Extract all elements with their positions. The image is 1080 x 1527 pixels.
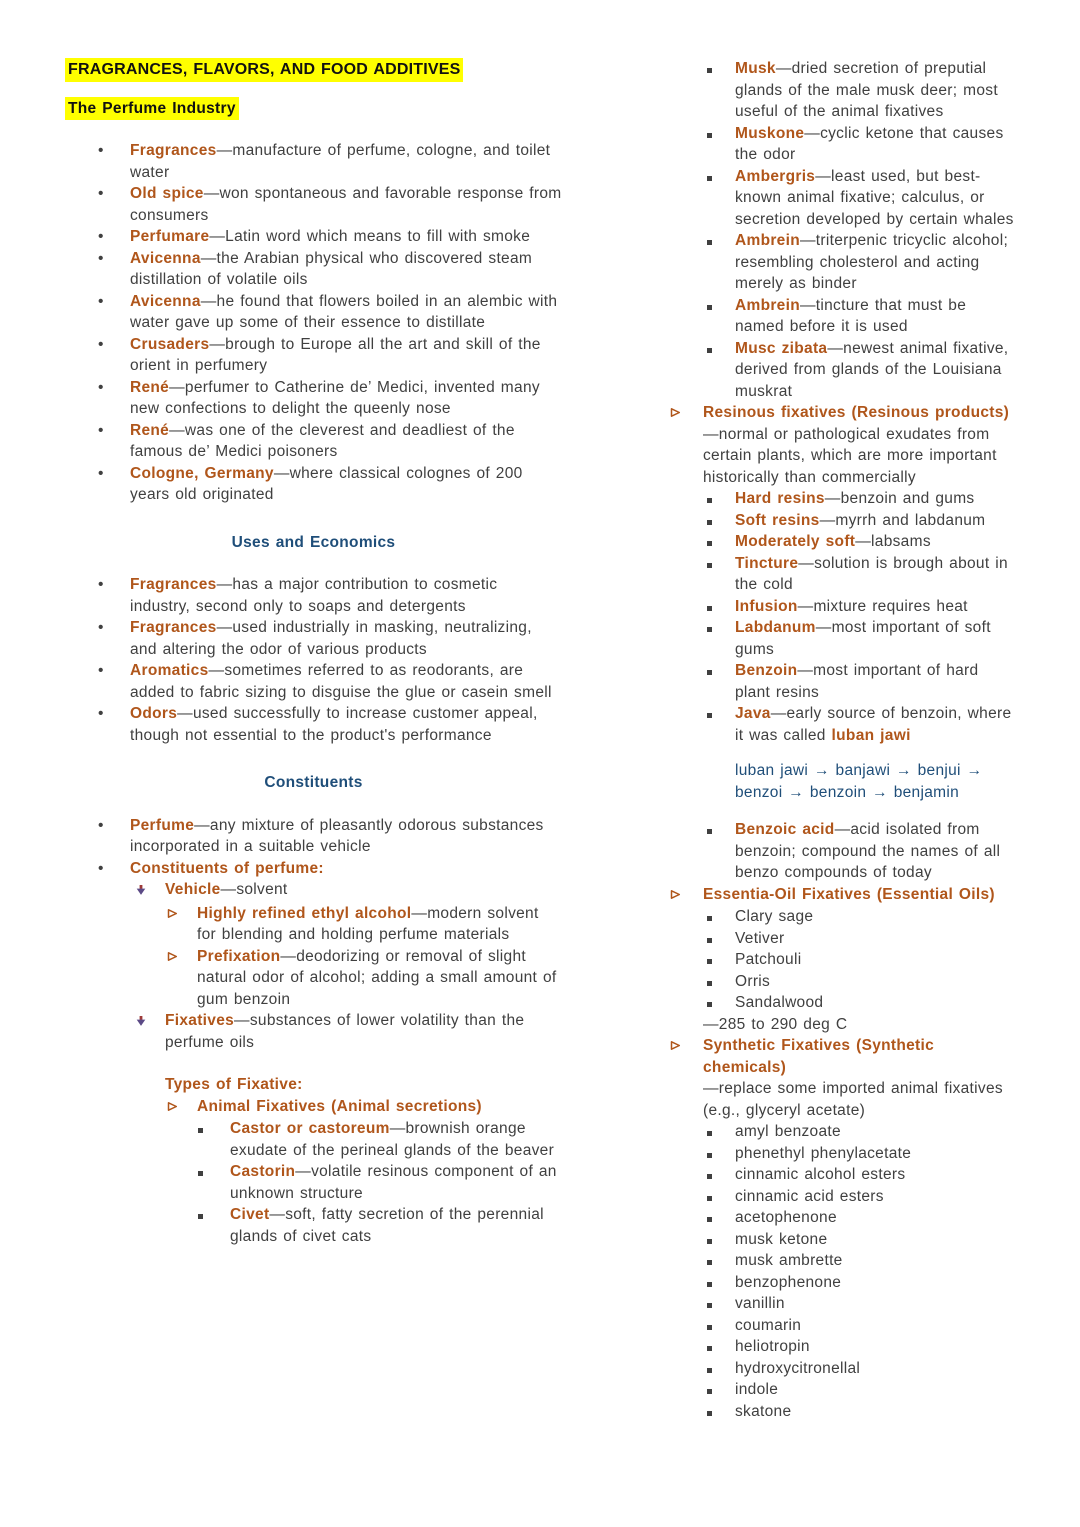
list-item: [65, 858, 562, 880]
bullet-dot-icon: •: [98, 662, 104, 679]
essential-oil-fixatives-item: [670, 884, 1017, 907]
list-item: [65, 660, 562, 703]
definition-text: —dried secretion of preputial glands of the male musk deer; most useful of the animal fixatives: [735, 60, 998, 120]
definition-text: —deodorizing or removal of slight natural odor of alcohol; adding a small amount of gum benzoin: [197, 947, 557, 1008]
definition-text: —has a major contribution to cosmetic industry, second only to soaps and detergents: [130, 576, 498, 615]
square-bullet-icon: [707, 660, 735, 682]
term-text: Muskone: [735, 124, 805, 142]
list-item: [65, 815, 562, 858]
section-subtitle: [65, 97, 562, 121]
list-item: [65, 140, 562, 183]
list-item-text: [130, 377, 562, 420]
bullet-dot-icon: •: [98, 859, 104, 877]
arrow-bullet-icon: [167, 1096, 197, 1119]
square-bullet-icon: [707, 230, 735, 252]
clover-bullet-icon: [135, 879, 165, 903]
list-item-text: [735, 488, 1017, 510]
list-item: [65, 703, 562, 746]
animal-fixatives-heading: Animal Fixatives (Animal secretions): [197, 1097, 482, 1115]
bullet-dot-icon: •: [98, 142, 104, 159]
square-bullet-icon: [707, 1401, 735, 1423]
list-item-text: [735, 553, 1017, 596]
arrow-bullet-icon: [670, 402, 703, 425]
intro-list: [65, 140, 562, 506]
term-text: Crusaders: [130, 335, 210, 353]
square-bullet-icon: [707, 1336, 735, 1358]
list-item: [670, 1121, 1017, 1143]
bullet-dot-icon: •: [98, 421, 104, 439]
arrow-bullet-icon: [670, 1035, 703, 1058]
list-item-text: acetophenone: [735, 1209, 837, 1226]
definition-text: —tincture that must be named before it is used: [735, 296, 967, 335]
square-bullet-icon: [707, 1143, 735, 1165]
list-item: [670, 166, 1017, 231]
definition-text: —used successfully to increase customer appeal, though not essential to the product's performance: [130, 705, 538, 744]
list-item-text: [130, 334, 562, 377]
bullet-dot-icon: •: [98, 619, 104, 636]
synthetic-fixatives-item: [670, 1035, 1017, 1121]
list-item-text: [735, 617, 1017, 660]
list-item: [65, 377, 562, 420]
definition-text: —triterpenic tricyclic alcohol; resembling cholesterol and acting merely as binder: [735, 232, 1009, 292]
term-text: Ambrein: [735, 232, 800, 249]
term-text: René: [130, 378, 170, 396]
list-item-text: phenethyl phenylacetate: [735, 1144, 912, 1162]
list-item: [670, 949, 1017, 971]
list-item-text: [197, 903, 562, 946]
list-item-text: hydroxycitronellal: [735, 1359, 861, 1377]
list-item: [65, 463, 562, 506]
square-bullet-icon: [707, 123, 735, 145]
list-item: [670, 1164, 1017, 1186]
definition-text: —early source of benzoin, where it was called: [735, 705, 1012, 744]
square-bullet-icon: [707, 1315, 735, 1337]
list-item-text: [735, 166, 1017, 231]
definition-text: —the Arabian physical who discovered steam distillation of volatile oils: [130, 249, 533, 288]
list-item: [65, 420, 562, 463]
term-text: Benzoic acid: [735, 821, 835, 838]
definition-text: —most important of soft gums: [735, 619, 991, 658]
square-bullet-icon: [707, 1229, 735, 1251]
definition-text: —perfumer to Catherine de’ Medici, invented many new confections to delight the queenly nose: [130, 378, 540, 417]
definition-text: —cyclic ketone that causes the odor: [735, 124, 1004, 163]
list-item: [670, 1293, 1017, 1315]
definition-text: —soft, fatty secretion of the perennial glands of civet cats: [230, 1206, 544, 1245]
list-item: [65, 1161, 562, 1204]
list-item: [670, 510, 1017, 532]
definition-text: —most important of hard plant resins: [735, 662, 979, 701]
list-item: [670, 1229, 1017, 1251]
list-item-text: Patchouli: [735, 951, 802, 968]
list-item: [670, 660, 1017, 703]
term-text: Soft resins: [735, 511, 820, 529]
bullet-dot-icon: •: [98, 249, 104, 267]
list-item: [670, 928, 1017, 950]
term-text: Highly refined ethyl alcohol: [197, 904, 412, 922]
definition-text: —volatile resinous component of an unknown structure: [230, 1163, 557, 1202]
bullet-dot-icon: •: [98, 576, 104, 593]
list-item: [670, 338, 1017, 403]
list-item: [670, 295, 1017, 338]
square-bullet-icon: [707, 338, 735, 360]
list-item-text: [230, 1118, 562, 1161]
term-text: Constituents of perfume:: [130, 859, 324, 877]
square-bullet-icon: [707, 596, 735, 618]
list-item-text: [130, 660, 562, 703]
term-text: René: [130, 421, 170, 439]
list-item-text: benzophenone: [735, 1273, 842, 1291]
list-item: [670, 1379, 1017, 1401]
document-title-text: FRAGRANCES, FLAVORS, AND FOOD ADDITIVES: [65, 58, 463, 82]
list-item: [670, 1250, 1017, 1272]
list-item-text: musk ketone: [735, 1230, 828, 1248]
list-item: [65, 226, 562, 248]
square-bullet-icon: [707, 510, 735, 532]
list-item-text: [735, 596, 1017, 618]
square-bullet-icon: [707, 819, 735, 841]
term-text: Perfume: [130, 816, 195, 834]
list-item: [670, 596, 1017, 618]
list-item-text: [735, 703, 1017, 746]
list-item: [670, 488, 1017, 510]
term-text: Moderately soft: [735, 533, 856, 550]
definition-text: —modern solvent for blending and holding perfume materials: [197, 904, 539, 943]
definition-text: —won spontaneous and favorable response from consumers: [130, 185, 562, 224]
term-text: Musc zibata: [735, 339, 828, 357]
essential-oil-fixatives-heading: Essentia-Oil Fixatives (Essential Oils): [703, 885, 995, 903]
list-item: [670, 906, 1017, 928]
definition-text: —solution is brough about in the cold: [735, 554, 1008, 593]
list-item: [65, 291, 562, 334]
list-item: [65, 1096, 562, 1119]
list-item-text: [130, 248, 562, 291]
square-bullet-icon: [707, 1121, 735, 1143]
list-item: [670, 553, 1017, 596]
square-bullet-icon: [707, 949, 735, 971]
arrow-bullet-icon: [670, 884, 703, 907]
definition-text: —used industrially in masking, neutralizing, and altering the odor of various products: [130, 619, 532, 658]
term-text: Old spice: [130, 185, 204, 202]
term-text: Fixatives: [165, 1012, 235, 1029]
definition-text: —normal or pathological exudates from certain plants, which are more important historically than commercially: [703, 425, 997, 486]
list-item-text: cinnamic alcohol esters: [735, 1166, 906, 1183]
synthetic-fixatives-heading: Synthetic Fixatives (Synthetic chemicals): [703, 1037, 935, 1076]
list-item: [670, 1336, 1017, 1358]
list-item-text: [735, 819, 1017, 884]
bullet-dot-icon: •: [98, 464, 104, 482]
list-item: [670, 1207, 1017, 1229]
square-bullet-icon: [707, 1293, 735, 1315]
bullet-dot-icon: •: [98, 705, 104, 722]
definition-text: —brough to Europe all the art and skill of the orient in perfumery: [130, 335, 541, 374]
definition-text: —myrrh and labdanum: [819, 511, 986, 529]
definition-text: —newest animal fixative, derived from glands of the Louisiana muskrat: [735, 339, 1009, 400]
definition-text: —brownish orange exudate of the perineal glands of the beaver: [230, 1120, 555, 1159]
square-bullet-icon: [198, 1204, 230, 1226]
term-text: Perfumare: [130, 228, 210, 245]
definition-text: —least used, but best-known animal fixative; calculus, or secretion developed by certain whales: [735, 167, 1014, 228]
right-column: [670, 0, 1017, 1422]
list-item-text: [130, 463, 562, 506]
bullet-dot-icon: •: [98, 816, 104, 834]
list-item-text: [130, 574, 562, 617]
list-item: [65, 617, 562, 660]
list-item-text: [735, 338, 1017, 403]
list-item: [65, 903, 562, 946]
term-text: Castorin: [230, 1163, 296, 1180]
square-bullet-icon: [707, 295, 735, 317]
list-item: [670, 1272, 1017, 1294]
list-item-text: [130, 291, 562, 334]
list-item-text: [130, 140, 562, 183]
document-title: [65, 58, 562, 82]
bullet-dot-icon: •: [98, 378, 104, 396]
term-text: Vehicle: [165, 881, 221, 898]
list-item-text: Vetiver: [735, 929, 785, 947]
clover-bullet-icon: [135, 1010, 165, 1034]
term-text: Ambergris: [735, 167, 816, 185]
list-item-text: [735, 123, 1017, 166]
list-item-text: [230, 1204, 562, 1247]
list-item: [65, 879, 562, 903]
definition-text: —benzoin and gums: [824, 490, 975, 507]
square-bullet-icon: [707, 1186, 735, 1208]
bullet-dot-icon: •: [98, 335, 104, 353]
term-text: Musk: [735, 60, 776, 77]
definition-text: —substances of lower volatility than the perfume oils: [165, 1012, 525, 1051]
list-item-text: musk ambrette: [735, 1252, 843, 1269]
left-column: [65, 0, 562, 1247]
definition-text: —acid isolated from benzoin; compound the names of all benzo compounds of today: [735, 821, 1001, 881]
definition-text: —was one of the cleverest and deadliest of the famous de’ Medici poisoners: [130, 421, 515, 460]
list-item: [670, 1315, 1017, 1337]
section-heading-constituents: Constituents: [264, 774, 363, 791]
arrow-bullet-icon: [167, 903, 197, 926]
square-bullet-icon: [707, 1358, 735, 1380]
term-text: Labdanum: [735, 619, 816, 636]
list-item: [670, 58, 1017, 123]
square-bullet-icon: [707, 1164, 735, 1186]
name-evolution-text: luban jawi → banjawi → benjui → benzoi → benzoin → benjamin: [735, 762, 983, 801]
definition-text: —mixture requires heat: [797, 597, 968, 615]
list-item-text: [735, 660, 1017, 703]
list-item-text: [165, 879, 562, 901]
list-item-text: [130, 703, 562, 746]
definition-text: —Latin word which means to fill with smoke: [209, 228, 531, 245]
list-item: [670, 992, 1017, 1014]
list-item-text: Sandalwood: [735, 994, 824, 1011]
list-item: [65, 1010, 562, 1053]
list-item: [670, 531, 1017, 553]
square-bullet-icon: [707, 553, 735, 575]
definition-text: —replace some imported animal fixatives (e.g., glyceryl acetate): [703, 1080, 1003, 1119]
list-item-text: cinnamic acid esters: [735, 1187, 884, 1205]
list-item: [65, 1118, 562, 1161]
term-text: Prefixation: [197, 947, 281, 965]
list-item-text: skatone: [735, 1402, 792, 1420]
term-text: Tincture: [735, 554, 799, 572]
list-item: [65, 334, 562, 377]
arrow-bullet-icon: [167, 946, 197, 969]
list-item: [670, 617, 1017, 660]
list-item-text: [703, 1035, 1017, 1121]
term-text: Infusion: [735, 597, 798, 615]
square-bullet-icon: [707, 488, 735, 510]
list-item: [65, 1204, 562, 1247]
list-item-text: [130, 420, 562, 463]
list-item: [670, 703, 1017, 746]
term-text: Avicenna: [130, 249, 201, 267]
term-tail-text: luban jawi: [831, 726, 911, 744]
list-item: [65, 946, 562, 1011]
term-text: Fragrances: [130, 619, 217, 636]
bullet-dot-icon: •: [98, 292, 104, 310]
list-item-text: [735, 295, 1017, 338]
list-item-text: heliotropin: [735, 1338, 810, 1355]
term-text: Odors: [130, 705, 178, 722]
uses-list: [65, 574, 562, 746]
bullet-dot-icon: •: [98, 228, 104, 245]
term-text: Aromatics: [130, 662, 209, 679]
list-item-text: [197, 946, 562, 1011]
term-text: Fragrances: [130, 576, 217, 593]
list-item: [670, 819, 1017, 884]
types-of-fixative-heading: Types of Fixative:: [165, 1076, 303, 1093]
square-bullet-icon: [707, 58, 735, 80]
list-item-text: coumarin: [735, 1316, 802, 1334]
definition-text: —sometimes referred to as reodorants, are added to fabric sizing to disguise the glue or casein smell: [130, 662, 552, 701]
square-bullet-icon: [707, 166, 735, 188]
list-item-text: amyl benzoate: [735, 1123, 841, 1140]
term-text: Hard resins: [735, 490, 825, 507]
list-item-text: [130, 815, 562, 858]
square-bullet-icon: [707, 1272, 735, 1294]
list-item-text: [735, 510, 1017, 532]
list-item: [670, 971, 1017, 993]
list-item-text: [735, 58, 1017, 123]
list-item: [670, 1186, 1017, 1208]
list-item-text: indole: [735, 1381, 779, 1398]
list-item: [65, 183, 562, 226]
resinous-fixatives-item: [670, 402, 1017, 488]
square-bullet-icon: [707, 1207, 735, 1229]
square-bullet-icon: [707, 1250, 735, 1272]
square-bullet-icon: [707, 531, 735, 553]
term-text: Fragrances: [130, 142, 217, 159]
list-item-text: [165, 1010, 562, 1053]
section-subtitle-text: The Perfume Industry: [65, 97, 239, 121]
list-item: [670, 123, 1017, 166]
list-item: [670, 1143, 1017, 1165]
square-bullet-icon: [707, 928, 735, 950]
section-heading-uses: Uses and Economics: [231, 533, 396, 551]
square-bullet-icon: [707, 971, 735, 993]
resinous-fixatives-heading: Resinous fixatives (Resinous products): [703, 404, 1010, 421]
list-item-text: [735, 531, 1017, 553]
term-text: Civet: [230, 1206, 270, 1223]
list-item-text: Clary sage: [735, 908, 814, 925]
term-text: Benzoin: [735, 662, 798, 679]
definition-text: —manufacture of perfume, cologne, and toilet water: [130, 142, 551, 181]
definition-text: —where classical colognes of 200 years old originated: [130, 464, 523, 503]
list-item-text: [130, 226, 562, 248]
list-item-text: [703, 402, 1017, 488]
list-item: [670, 230, 1017, 295]
term-text: Java: [735, 705, 771, 722]
list-item-text: [130, 183, 562, 226]
list-item-text: [230, 1161, 562, 1204]
square-bullet-icon: [198, 1161, 230, 1183]
term-text: Castor or castoreum: [230, 1120, 390, 1137]
list-item: [670, 1358, 1017, 1380]
list-item-text: [130, 617, 562, 660]
square-bullet-icon: [707, 906, 735, 928]
square-bullet-icon: [198, 1118, 230, 1140]
term-text: Avicenna: [130, 292, 201, 310]
square-bullet-icon: [707, 1379, 735, 1401]
square-bullet-icon: [707, 992, 735, 1014]
term-text: Ambrein: [735, 296, 800, 314]
list-item-text: Orris: [735, 972, 771, 990]
definition-text: —solvent: [220, 881, 288, 898]
list-item: [65, 574, 562, 617]
list-item-text: [130, 858, 562, 880]
square-bullet-icon: [707, 617, 735, 639]
temperature-note: —285 to 290 deg C: [703, 1015, 848, 1033]
list-item-text: [735, 230, 1017, 295]
square-bullet-icon: [707, 703, 735, 725]
term-text: Cologne, Germany: [130, 464, 274, 482]
list-item: [670, 1401, 1017, 1423]
definition-text: —any mixture of pleasantly odorous substances incorporated in a suitable vehicle: [130, 816, 544, 855]
bullet-dot-icon: •: [98, 185, 104, 202]
definition-text: —labsams: [855, 533, 931, 550]
list-item-text: vanillin: [735, 1295, 785, 1312]
definition-text: —he found that flowers boiled in an alembic with water gave up some of their essence to distillate: [130, 292, 558, 331]
list-item: [65, 248, 562, 291]
